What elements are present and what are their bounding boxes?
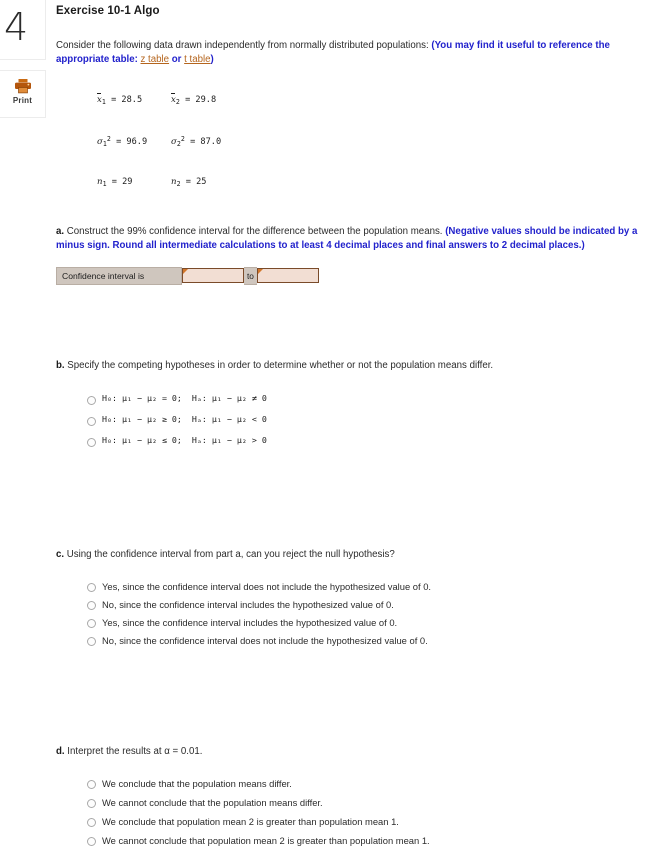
z-table-link[interactable]: z table	[140, 54, 170, 65]
x1-mean-stat: $x_1 = 28.5$	[97, 94, 143, 106]
part-d-text: Interpret the results at α = 0.01.	[64, 745, 203, 757]
page-title: Exercise 10-1 Algo	[56, 5, 160, 17]
data-row-variances	[66, 121, 657, 164]
left-rail	[0, 0, 48, 595]
radio-icon[interactable]	[87, 837, 96, 846]
part-a-instruction: (Negative values should be indicated by a minus sign. Round all intermediate calculations to at least 4 decimal places and final answers to 2 decimal places.)	[56, 225, 638, 251]
part-d-label: d.	[56, 745, 65, 757]
part-c-option-3[interactable]	[87, 616, 657, 629]
part-c-question	[56, 548, 657, 562]
part-d-option-2[interactable]	[87, 796, 657, 809]
part-c-option-4[interactable]	[87, 634, 657, 647]
radio-icon[interactable]	[87, 438, 96, 447]
var2-stat: $\sigma_2^2 = 87.0$	[171, 135, 222, 148]
intro-paragraph	[56, 39, 656, 67]
part-c-option-2[interactable]	[87, 598, 657, 611]
part-c-option-1[interactable]	[87, 580, 657, 593]
radio-icon[interactable]	[87, 601, 96, 610]
part-d-options	[87, 777, 657, 847]
part-a-question	[56, 225, 652, 253]
data-row-means	[66, 81, 657, 121]
part-c-text: Using the confidence interval from part a, can you reject the null hypothesis?	[64, 548, 395, 560]
part-b-question	[56, 359, 657, 373]
x2-mean-stat: $x_2 = 29.8$	[171, 94, 217, 106]
intro-hint-or: or	[169, 54, 185, 65]
radio-icon[interactable]	[87, 619, 96, 628]
radio-icon[interactable]	[87, 583, 96, 592]
print-button[interactable]	[0, 70, 46, 118]
part-c-option-2-label: No, since the confidence interval includes the hypothesized value of 0.	[102, 598, 394, 610]
confidence-interval-label: Confidence interval is	[57, 267, 182, 284]
part-d-option-1[interactable]	[87, 777, 657, 790]
part-a-text: Construct the 99% confidence interval for the difference between the population means.	[64, 225, 446, 237]
n1-value: 29	[122, 176, 133, 187]
t-table-link[interactable]: t table	[184, 54, 211, 65]
part-b-option-1[interactable]	[87, 393, 657, 405]
part-d-option-1-label: We conclude that the population means differ.	[102, 777, 292, 789]
x2-mean-value: 29.8	[195, 94, 217, 105]
given-data-block	[66, 81, 657, 203]
table-row	[57, 267, 319, 284]
var1-stat: $\sigma_1^2 = 96.9$	[97, 135, 148, 148]
radio-icon[interactable]	[87, 637, 96, 646]
part-a-label: a.	[56, 225, 65, 237]
confidence-interval-answer-table	[56, 267, 319, 285]
part-c-option-1-label: Yes, since the confidence interval does not include the hypothesized value of 0.	[102, 580, 432, 592]
printer-icon	[14, 78, 32, 94]
n1-stat: $n_1 = 29$	[97, 176, 133, 188]
upper-bound-cell	[257, 267, 319, 284]
radio-icon[interactable]	[87, 780, 96, 789]
part-b-label: b.	[56, 359, 65, 371]
radio-icon[interactable]	[87, 818, 96, 827]
print-button-inner[interactable]	[0, 71, 45, 105]
confidence-interval-lower-input[interactable]	[182, 268, 244, 283]
part-b-option-3[interactable]	[87, 435, 657, 447]
part-d-question	[56, 745, 657, 759]
part-b-option-1-label: H₀: μ₁ − μ₂ = 0; Hₐ: μ₁ − μ₂ ≠ 0	[102, 392, 267, 403]
part-d-option-3-label: We conclude that population mean 2 is greater than population mean 1.	[102, 815, 399, 827]
part-b-option-2-label: H₀: μ₁ − μ₂ ≥ 0; Hₐ: μ₁ − μ₂ < 0	[102, 413, 267, 424]
part-b-options	[87, 393, 657, 447]
part-d-option-4[interactable]	[87, 834, 657, 847]
to-label: to	[244, 267, 257, 284]
part-c-options	[87, 580, 657, 647]
question-number: 4	[4, 5, 28, 49]
question-number-card	[0, 0, 46, 60]
confidence-interval-upper-input[interactable]	[257, 268, 319, 283]
part-c-label: c.	[56, 548, 65, 560]
var1-value: 96.9	[126, 137, 148, 147]
intro-hint-open: (You may find it useful to reference the appropriate table:	[56, 40, 610, 65]
part-d-option-4-label: We cannot conclude that population mean 2 is greater than population mean 1.	[102, 834, 430, 846]
part-b-text: Specify the competing hypotheses in order to determine whether or not the population means differ.	[64, 359, 494, 371]
part-d-option-3[interactable]	[87, 815, 657, 828]
part-c-option-4-label: No, since the confidence interval does not include the hypothesized value of 0.	[102, 634, 428, 646]
part-b-option-2[interactable]	[87, 414, 657, 426]
data-row-sizes	[66, 163, 657, 203]
radio-icon[interactable]	[87, 396, 96, 405]
radio-icon[interactable]	[87, 417, 96, 426]
part-c-option-3-label: Yes, since the confidence interval includes the hypothesized value of 0.	[102, 616, 398, 628]
intro-text: Consider the following data drawn independently from normally distributed populations:	[56, 40, 432, 51]
var2-value: 87.0	[200, 137, 222, 147]
intro-hint-close: )	[210, 54, 214, 65]
radio-icon[interactable]	[87, 799, 96, 808]
part-d-option-2-label: We cannot conclude that the population means differ.	[102, 796, 323, 808]
n2-stat: $n_2 = 25$	[171, 176, 207, 188]
x1-mean-value: 28.5	[121, 94, 143, 105]
part-b-option-3-label: H₀: μ₁ − μ₂ ≤ 0; Hₐ: μ₁ − μ₂ > 0	[102, 434, 267, 445]
n2-value: 25	[196, 176, 207, 187]
lower-bound-cell	[182, 267, 245, 284]
print-label: Print	[12, 96, 33, 105]
exercise-content	[56, 0, 657, 853]
